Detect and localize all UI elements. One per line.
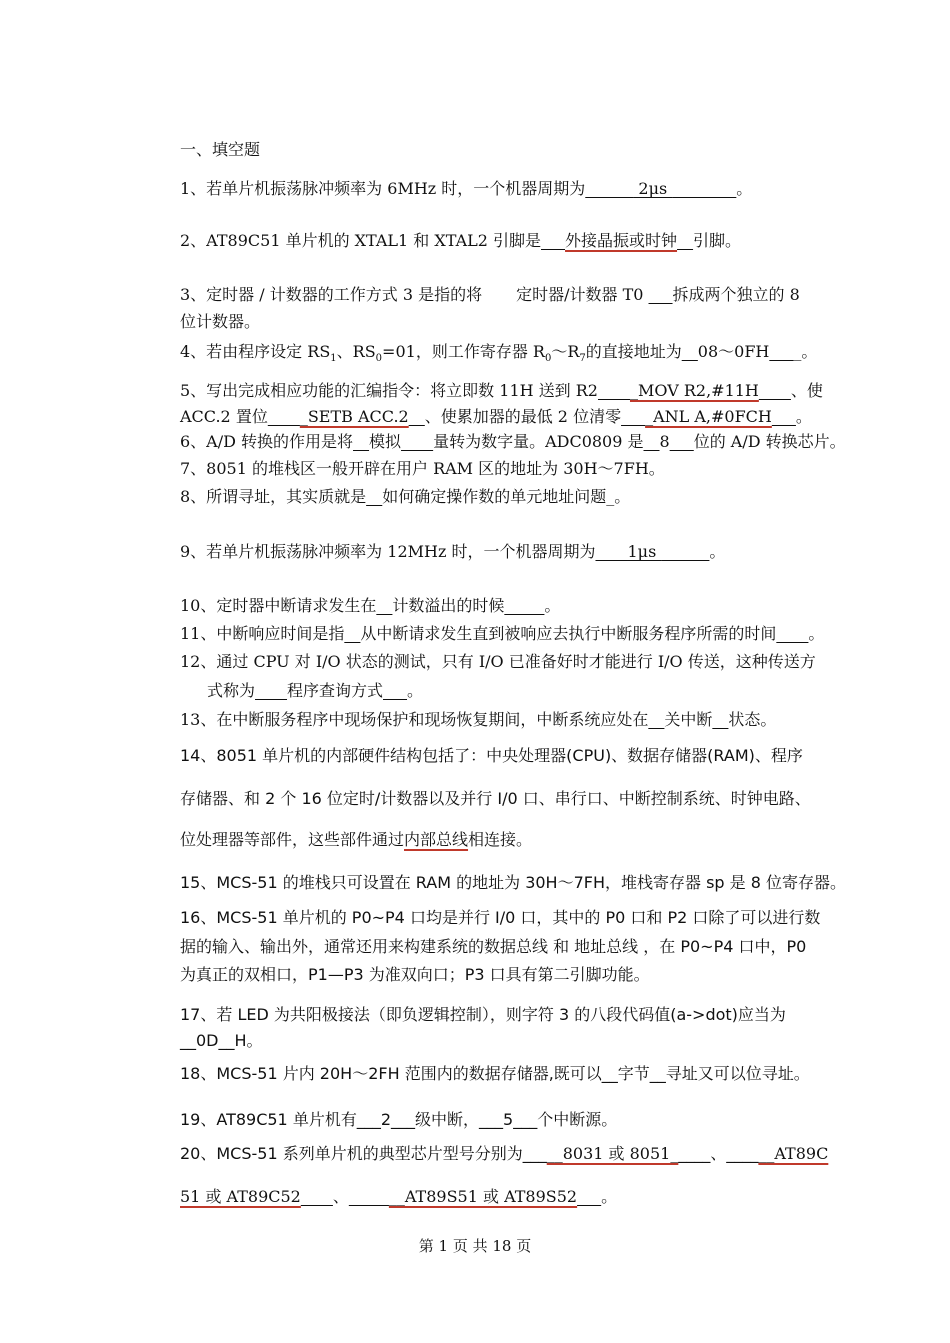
question-5-line-2: [180, 406, 812, 428]
q18-text-end: 寻址又可以位寻址。: [665, 1064, 810, 1083]
q13-text-end: 状态。: [728, 710, 777, 729]
q19-answer-2: 5: [503, 1110, 514, 1129]
q6-blank: ___: [669, 432, 694, 451]
q5-blank: ___: [771, 407, 796, 426]
question-9: [180, 541, 725, 563]
q10-text-end: 。: [544, 596, 561, 615]
q20-blank: ___: [522, 1144, 547, 1163]
q18-blank: __: [649, 1064, 666, 1083]
q13-blank: __: [648, 710, 665, 729]
q4-text-end: _。: [793, 342, 818, 361]
q20-text: 20、MCS-51 系列单片机的典型芯片型号分别为: [180, 1144, 523, 1163]
q11-blank: __: [344, 624, 361, 643]
q11-text-end: 。: [808, 624, 825, 643]
q4-text: 4、若由程序设定 RS: [180, 342, 331, 361]
q6-blank: __: [643, 432, 660, 451]
question-6: [180, 431, 846, 453]
q6-blank: __: [353, 432, 370, 451]
q13-blank: __: [712, 710, 729, 729]
q12-text-end: 。: [407, 681, 424, 700]
question-1: [180, 178, 752, 200]
q18-blank: __: [601, 1064, 618, 1083]
q11-blank: ____: [776, 624, 809, 643]
question-12: 12、通过 CPU 对 I/O 状态的测试，只有 I/O 已准备好时才能进行 I/O 传送，这种传送方: [180, 652, 816, 671]
q4-subscript: 7: [579, 353, 586, 365]
q20-blank: ____: [678, 1144, 711, 1163]
section-title: 一、填空题: [180, 140, 261, 159]
q1-text: 1、若单片机振荡脉冲频率为 6MHz 时，一个机器周期为: [180, 179, 586, 198]
page-footer: 第 1 页 共 18 页: [418, 1237, 532, 1255]
question-4: [180, 341, 817, 370]
q17-blank: __: [218, 1031, 235, 1050]
q9-blank: ____: [595, 542, 628, 561]
q5-text: 5、写出完成相应功能的汇编指令：将立即数 11H 送到 R2: [180, 381, 598, 400]
q10-blank: _____: [504, 596, 545, 615]
q19-blank: ___: [513, 1110, 538, 1129]
q5-text-end: 。: [795, 407, 812, 426]
q12-blank: ___: [383, 681, 408, 700]
q5-blank: ____: [267, 407, 300, 426]
question-8: [180, 486, 630, 508]
question-16: 16、MCS-51 单片机的 P0~P4 口均是并行 I/0 口，其中的 P0 口和 P2 口除了可以进行数: [180, 908, 821, 927]
question-7: 7、8051 的堆栈区一般开辟在用户 RAM 区的地址为 30H～7FH。: [180, 459, 665, 478]
question-2: [180, 230, 741, 252]
q3-text: 3、定时器 / 计数器的工作方式 3 是指的将: [180, 285, 483, 304]
q5-blank: __: [408, 407, 425, 426]
q3-answer: 定时器/计数器 T0: [516, 285, 649, 304]
q13-text: 13、在中断服务程序中现场保护和现场恢复期间，中断系统应处在: [180, 710, 649, 729]
question-14-line-3: [180, 829, 532, 851]
q4-blank: ___: [769, 342, 794, 361]
q20-blank: ____: [726, 1144, 759, 1163]
q14-answer: 内部总线: [404, 830, 469, 849]
q8-answer: 如何确定操作数的单元地址问题: [382, 487, 607, 506]
q20-text-end: 。: [601, 1187, 618, 1206]
q11-text: 11、中断响应时间是指: [180, 624, 345, 643]
q4-subscript: 0: [375, 353, 383, 365]
question-13: [180, 709, 776, 731]
q4-answer: 08～0FH: [697, 342, 770, 361]
question-3: [180, 284, 800, 306]
question-14: 14、8051 单片机的内部硬件结构包括了：中央处理器(CPU)、数据存储器(RAM)、程序: [180, 746, 803, 765]
q14-text: 位处理器等部件，这些部件通过: [180, 830, 405, 849]
q4-subscript: 0: [544, 353, 552, 365]
question-10: [180, 595, 560, 617]
q20-answer-2-cont: 51 或 AT89C52: [180, 1187, 301, 1206]
q3-blank: ___: [648, 285, 673, 304]
q19-text: 19、AT89C51 单片机有: [180, 1110, 357, 1129]
question-14-line-2: 存储器、和 2 个 16 位定时/计数器以及并行 I/0 口、串行口、中断控制系统、时钟电路、: [180, 789, 811, 808]
q9-blank: ______: [661, 542, 710, 561]
question-12-line-2: [207, 680, 423, 702]
question-11: [180, 623, 824, 645]
q4-text: ～R: [551, 342, 580, 361]
q5-blank: ____: [597, 381, 630, 400]
q1-blank: ______: [585, 179, 634, 198]
q19-text-end: 个中断源。: [537, 1110, 618, 1129]
q9-text-end: 。: [709, 542, 726, 561]
question-17-line-2: [180, 1030, 263, 1052]
q12-text: 式称为: [207, 681, 256, 700]
question-3-line-2: 位计数器。: [180, 312, 261, 331]
q19-text: 级中断，: [415, 1110, 480, 1129]
q12-blank: ____: [255, 681, 288, 700]
q19-answer-1: 2: [380, 1110, 392, 1129]
q1-blank: ________: [672, 179, 737, 198]
q1-text-end: 。: [736, 179, 753, 198]
question-19: [180, 1109, 617, 1131]
question-15: 15、MCS-51 的堆栈只可设置在 RAM 的地址为 30H～7FH，堆栈寄存器 sp 是 8 位寄存器。: [180, 873, 847, 892]
q20-text: 、: [710, 1144, 727, 1163]
q20-answer-1: __8031 或 8051_: [546, 1144, 679, 1163]
question-17: 17、若 LED 为共阳极接法（即负逻辑控制），则字符 3 的八段代码值(a->dot)应当为: [180, 1005, 786, 1024]
q1-answer: 2μs: [633, 179, 673, 198]
q2-answer: 外接晶振或时钟: [565, 231, 678, 250]
q19-blank: ___: [391, 1110, 416, 1129]
q6-blank: ____: [401, 432, 434, 451]
q8-blank: __: [366, 487, 383, 506]
q20-blank: ___: [577, 1187, 602, 1206]
q5-answer-3: _ANL A,#0FCH: [645, 407, 772, 426]
q2-text: 2、AT89C51 单片机的 XTAL1 和 XTAL2 引脚是: [180, 231, 542, 250]
q4-subscript: 1: [330, 353, 337, 365]
q9-answer: 1μs: [627, 542, 662, 561]
q20-answer-2: __AT89C: [758, 1144, 829, 1163]
q5-text: 、使累加器的最低 2 位清零: [424, 407, 622, 426]
q20-blank: ____: [300, 1187, 333, 1206]
q5-text: 、使: [790, 381, 823, 400]
question-20-line-2: [180, 1186, 617, 1208]
q2-blank: __: [677, 231, 694, 250]
q18-text: 18、MCS-51 片内 20H～2FH 范围内的数据存储器,既可以: [180, 1064, 602, 1083]
q5-text: ACC.2 置位: [180, 407, 268, 426]
q5-answer-1: _MOV R2,#11H: [629, 381, 759, 400]
q6-text: 6、A/D 转换的作用是将: [180, 432, 354, 451]
q10-text: 10、定时器中断请求发生在: [180, 596, 377, 615]
q19-blank: ___: [356, 1110, 381, 1129]
question-18: [180, 1063, 810, 1085]
question-16-line-3: 为真正的双相口，P1—P3 为准双向口；P3 口具有第二引脚功能。: [180, 965, 650, 984]
q20-text: 、: [332, 1187, 349, 1206]
q5-blank: ___: [621, 407, 646, 426]
q17-answer: 0D: [196, 1031, 219, 1050]
q11-answer: 从中断请求发生直到被响应去执行中断服务程序所需的时间: [360, 624, 777, 643]
q6-answer-1: 模拟: [369, 432, 402, 451]
q6-text: 量转为数字量。ADC0809 是: [433, 432, 644, 451]
q19-blank: ___: [479, 1110, 504, 1129]
q5-blank: ____: [758, 381, 791, 400]
q8-text-end: _。: [606, 487, 631, 506]
q18-answer: 字节: [617, 1064, 650, 1083]
q9-text: 9、若单片机振荡脉冲频率为 12MHz 时，一个机器周期为: [180, 542, 596, 561]
q20-answer-3: __AT89S51 或 AT89S52: [388, 1187, 578, 1206]
q4-text: =01，则工作寄存器 R: [382, 342, 545, 361]
q2-text-end: 引脚。: [693, 231, 742, 250]
q5-answer-2: _SETB ACC.2: [299, 407, 409, 426]
q4-text: 的直接地址为: [585, 342, 682, 361]
question-5: [180, 380, 823, 402]
question-20: [180, 1143, 828, 1165]
q3-text-end: 拆成两个独立的 8: [672, 285, 800, 304]
q2-blank: ___: [541, 231, 566, 250]
q4-blank: __: [681, 342, 698, 361]
q8-text: 8、所谓寻址，其实质就是: [180, 487, 367, 506]
q4-text: 、RS: [336, 342, 376, 361]
q10-answer: 计数溢出的时候: [392, 596, 505, 615]
question-16-line-2: 据的输入、输出外，通常还用来构建系统的数据总线 和 地址总线 ，在 P0~P4 口中，P0: [180, 937, 807, 956]
q10-blank: __: [376, 596, 393, 615]
q13-answer: 关中断: [664, 710, 713, 729]
q12-answer: 程序查询方式: [287, 681, 384, 700]
q20-blank: _____: [348, 1187, 389, 1206]
q6-answer-2: 8: [659, 432, 670, 451]
q14-text-end: 相连接。: [468, 830, 533, 849]
q17-blank: __: [180, 1031, 196, 1050]
q6-text-end: 位的 A/D 转换芯片。: [693, 432, 846, 451]
q17-text-end: H。: [234, 1031, 263, 1050]
